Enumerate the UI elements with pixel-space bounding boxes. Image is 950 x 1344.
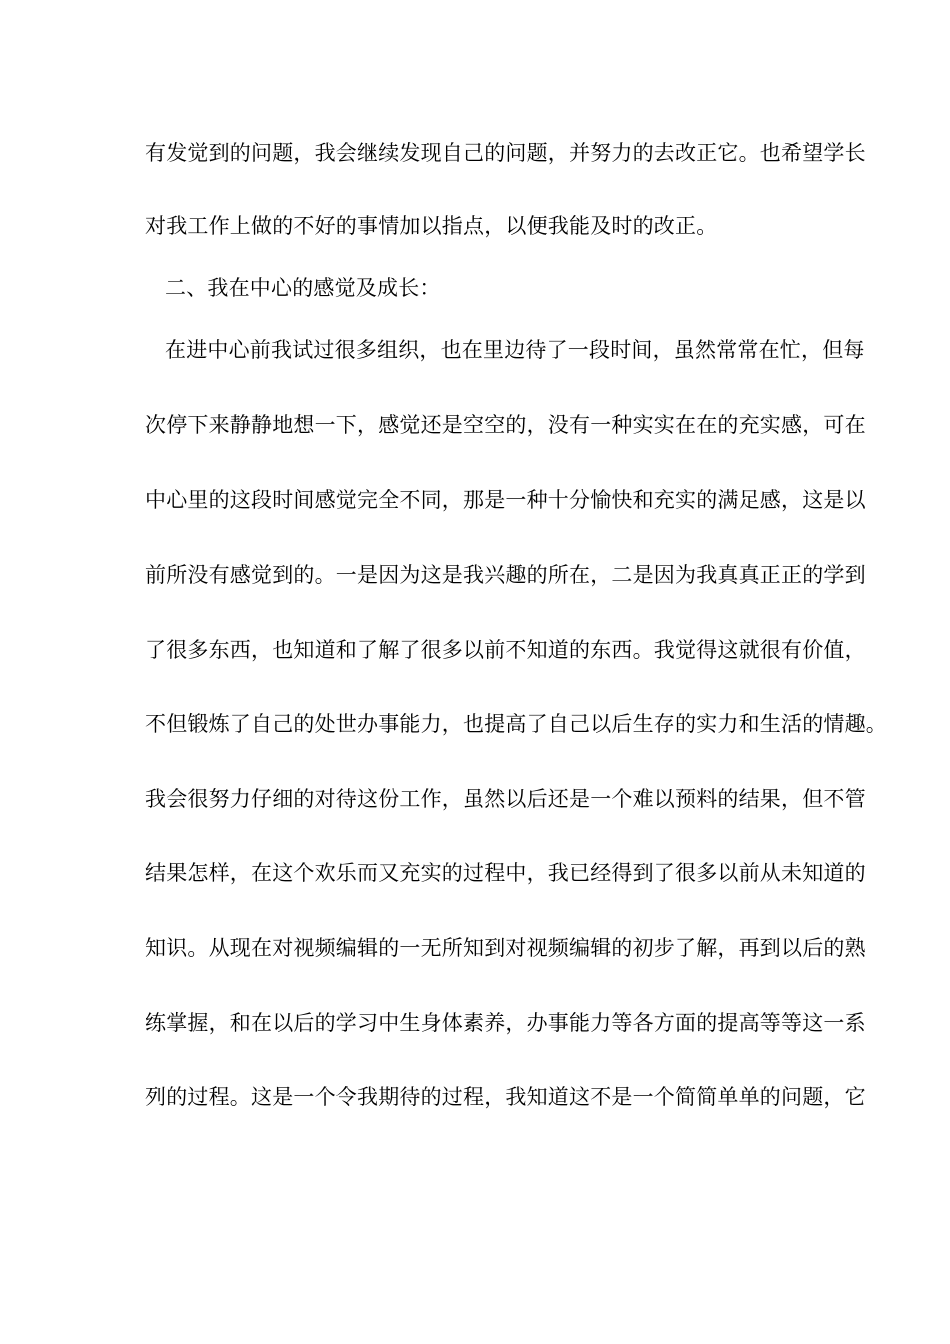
- text-line-12: 知识。从现在对视频编辑的一无所知到对视频编辑的初步了解，再到以后的熟: [145, 936, 866, 960]
- text-line-1: 有发觉到的问题，我会继续发现自己的问题，并努力的去改正它。也希望学长: [145, 141, 866, 165]
- text-line-14: 列的过程。这是一个令我期待的过程，我知道这不是一个简简单单的问题，它: [145, 1085, 866, 1109]
- text-line-4: 在进中心前我试过很多组织，也在里边待了一段时间，虽然常常在忙，但每: [165, 338, 865, 362]
- text-line-13: 练掌握，和在以后的学习中生身体素养，办事能力等各方面的提高等等这一系: [145, 1011, 866, 1035]
- text-line-2: 对我工作上做的不好的事情加以指点，以便我能及时的改正。: [145, 214, 718, 238]
- text-line-10: 我会很努力仔细的对待这份工作，虽然以后还是一个难以预料的结果，但不管: [145, 787, 866, 811]
- text-line-9: 不但锻炼了自己的处世办事能力，也提高了自己以后生存的实力和生活的情趣。: [145, 712, 887, 736]
- text-line-5: 次停下来静静地想一下，感觉还是空空的，没有一种实实在在的充实感，可在: [145, 413, 866, 437]
- text-line-7: 前所没有感觉到的。一是因为这是我兴趣的所在，二是因为我真真正正的学到: [145, 563, 866, 587]
- text-line-8: 了很多东西，也知道和了解了很多以前不知道的东西。我觉得这就很有价值，: [145, 638, 866, 662]
- section-heading: 二、我在中心的感觉及成长：: [165, 276, 441, 300]
- text-line-6: 中心里的这段时间感觉完全不同，那是一种十分愉快和充实的满足感，这是以: [145, 488, 866, 512]
- text-line-11: 结果怎样，在这个欢乐而又充实的过程中，我已经得到了很多以前从未知道的: [145, 861, 866, 885]
